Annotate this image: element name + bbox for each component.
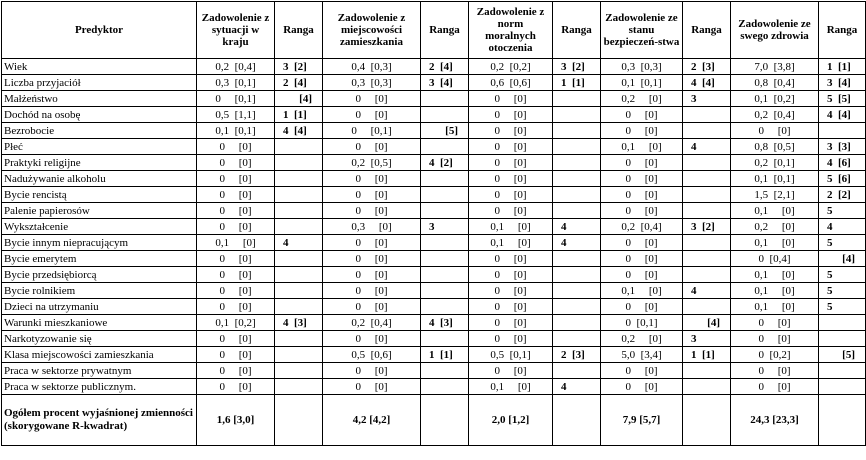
rank-cell: 2 [4]	[421, 59, 469, 75]
value-cell: 0,8 [0,4]	[731, 75, 819, 91]
value-cell: 0 [0]	[323, 363, 421, 379]
rank-cell	[553, 267, 601, 283]
rank-cell: 1 [1]	[819, 59, 866, 75]
rank-cell	[275, 251, 323, 267]
value-cell: 0,1 [0]	[731, 235, 819, 251]
value-cell: 0,2 [0]	[601, 331, 683, 347]
rank-cell: 3 [2]	[683, 219, 731, 235]
value-cell: 0 [0]	[469, 203, 553, 219]
rank-cell	[275, 379, 323, 395]
value-cell: 0,1 [0]	[469, 235, 553, 251]
rank-cell	[275, 267, 323, 283]
value-cell: 7,0 [3,8]	[731, 59, 819, 75]
footer-empty	[275, 395, 323, 446]
value-cell: 0 [0]	[323, 267, 421, 283]
value-cell: 0,1 [0,1]	[601, 75, 683, 91]
rank-cell: 4	[553, 379, 601, 395]
table-row	[2, 347, 866, 363]
rank-cell: 5	[819, 267, 866, 283]
rank-cell: 4 [4]	[275, 123, 323, 139]
value-cell: 0 [0]	[601, 251, 683, 267]
table-row	[2, 139, 866, 155]
rank-cell: 4	[275, 235, 323, 251]
value-cell: 0,5 [0,6]	[323, 347, 421, 363]
table-row	[2, 235, 866, 251]
value-cell: 0 [0]	[731, 123, 819, 139]
footer-row	[2, 395, 866, 446]
rank-cell	[819, 331, 866, 347]
value-cell: 0 [0]	[197, 171, 275, 187]
rank-cell: 4 [6]	[819, 155, 866, 171]
table-row	[2, 219, 866, 235]
value-cell: 0,1 [0,1]	[197, 123, 275, 139]
rank-cell: 3 [2]	[553, 59, 601, 75]
table-body	[2, 59, 866, 395]
value-cell: 0,2 [0]	[601, 91, 683, 107]
value-cell: 0,2 [0,1]	[731, 155, 819, 171]
value-cell: 0 [0]	[469, 267, 553, 283]
value-cell: 0 [0,2]	[731, 347, 819, 363]
value-cell: 0 [0]	[197, 155, 275, 171]
predictor-cell: Warunki mieszkaniowe	[2, 315, 197, 331]
rank-cell: 4 [3]	[421, 315, 469, 331]
value-cell: 0,3 [0,1]	[197, 75, 275, 91]
rank-cell: 3 [4]	[421, 75, 469, 91]
rank-cell	[553, 363, 601, 379]
table-row	[2, 203, 866, 219]
predictor-cell: Dzieci na utrzymaniu	[2, 299, 197, 315]
value-cell: 0 [0]	[601, 203, 683, 219]
predictor-cell: Nadużywanie alkoholu	[2, 171, 197, 187]
rank-cell: 4 [4]	[683, 75, 731, 91]
value-cell: 0,1 [0,2]	[731, 91, 819, 107]
rank-cell	[819, 363, 866, 379]
value-cell: 0 [0]	[469, 155, 553, 171]
rank-cell	[683, 299, 731, 315]
header-col1: Zadowolenie z sytuacji w kraju	[197, 2, 275, 59]
value-cell: 0,5 [1,1]	[197, 107, 275, 123]
value-cell: 0 [0]	[601, 107, 683, 123]
table-row	[2, 107, 866, 123]
value-cell: 0 [0]	[731, 331, 819, 347]
table-row	[2, 331, 866, 347]
regression-table	[1, 1, 866, 446]
value-cell: 0 [0]	[323, 107, 421, 123]
header-col3: Zadowolenie z norm moralnych otoczenia	[469, 2, 553, 59]
value-cell: 0 [0]	[197, 283, 275, 299]
value-cell: 0 [0]	[323, 251, 421, 267]
value-cell: 0 [0]	[323, 139, 421, 155]
predictor-cell: Narkotyzowanie się	[2, 331, 197, 347]
value-cell: 0 [0]	[601, 267, 683, 283]
value-cell: 0 [0,1]	[601, 315, 683, 331]
rank-cell: 4	[683, 139, 731, 155]
value-cell: 0 [0]	[197, 219, 275, 235]
rank-cell	[421, 171, 469, 187]
value-cell: 0 [0,1]	[197, 91, 275, 107]
value-cell: 0,3 [0]	[323, 219, 421, 235]
rank-cell	[819, 315, 866, 331]
rank-cell	[553, 155, 601, 171]
rank-cell	[421, 187, 469, 203]
rank-cell: 1 [1]	[275, 107, 323, 123]
value-cell: 0,2 [0,5]	[323, 155, 421, 171]
value-cell: 0,2 [0,4]	[601, 219, 683, 235]
value-cell: 0 [0]	[469, 91, 553, 107]
header-rank: Ranga	[421, 2, 469, 59]
rank-cell	[421, 203, 469, 219]
predictor-cell: Wiek	[2, 59, 197, 75]
value-cell: 0 [0]	[323, 299, 421, 315]
rank-cell	[275, 331, 323, 347]
value-cell: 0,1 [0]	[731, 203, 819, 219]
rank-cell	[421, 363, 469, 379]
predictor-cell: Liczba przyjaciół	[2, 75, 197, 91]
value-cell: 0 [0]	[469, 107, 553, 123]
rank-cell: 3 [3]	[819, 139, 866, 155]
rank-cell	[683, 187, 731, 203]
value-cell: 0 [0]	[323, 283, 421, 299]
value-cell: 0,1 [0]	[731, 267, 819, 283]
rank-cell	[683, 267, 731, 283]
header-col5: Zadowolenie ze swego zdrowia	[731, 2, 819, 59]
rank-cell: 1 [1]	[553, 75, 601, 91]
value-cell: 0 [0]	[469, 315, 553, 331]
rank-cell	[421, 379, 469, 395]
value-cell: 0 [0]	[323, 331, 421, 347]
value-cell: 0 [0]	[197, 203, 275, 219]
value-cell: 0,1 [0]	[601, 139, 683, 155]
value-cell: 0,1 [0]	[469, 219, 553, 235]
value-cell: 0 [0]	[197, 331, 275, 347]
value-cell: 0,2 [0,4]	[197, 59, 275, 75]
value-cell: 0 [0]	[323, 203, 421, 219]
value-cell: 0 [0]	[601, 187, 683, 203]
predictor-cell: Bycie przedsiębiorcą	[2, 267, 197, 283]
header-rank: Ranga	[553, 2, 601, 59]
table-row	[2, 283, 866, 299]
rank-cell	[683, 123, 731, 139]
value-cell: 0 [0]	[197, 299, 275, 315]
rank-cell	[275, 283, 323, 299]
rank-cell	[275, 187, 323, 203]
table-row	[2, 251, 866, 267]
value-cell: 0,1 [0]	[601, 283, 683, 299]
rank-cell: [4]	[275, 91, 323, 107]
rank-cell: [4]	[819, 251, 866, 267]
value-cell: 0 [0]	[469, 299, 553, 315]
value-cell: 5,0 [3,4]	[601, 347, 683, 363]
rank-cell: 3	[683, 331, 731, 347]
value-cell: 0,1 [0]	[469, 379, 553, 395]
table-row	[2, 363, 866, 379]
rank-cell: 1 [1]	[683, 347, 731, 363]
rank-cell	[275, 219, 323, 235]
rank-cell: 2 [4]	[275, 75, 323, 91]
rank-cell	[683, 171, 731, 187]
value-cell: 0,2 [0,4]	[323, 315, 421, 331]
value-cell: 0 [0]	[469, 171, 553, 187]
rank-cell	[683, 235, 731, 251]
value-cell: 0 [0,1]	[323, 123, 421, 139]
predictor-cell: Praktyki religijne	[2, 155, 197, 171]
rank-cell	[421, 251, 469, 267]
rank-cell: 1 [1]	[421, 347, 469, 363]
table-row	[2, 91, 866, 107]
rank-cell: 4 [3]	[275, 315, 323, 331]
footer-empty	[553, 395, 601, 446]
table-row	[2, 267, 866, 283]
rank-cell: 2 [2]	[819, 187, 866, 203]
rank-cell	[275, 299, 323, 315]
header-row	[2, 2, 866, 59]
rank-cell	[683, 363, 731, 379]
value-cell: 0,3 [0,3]	[601, 59, 683, 75]
value-cell: 0,1 [0,1]	[731, 171, 819, 187]
table-row	[2, 299, 866, 315]
footer-label: Ogółem procent wyjaśnionej zmienności (skorygowane R-kwadrat)	[2, 395, 197, 446]
rank-cell	[683, 379, 731, 395]
rank-cell	[421, 283, 469, 299]
predictor-cell: Klasa miejscowości zamieszkania	[2, 347, 197, 363]
value-cell: 0 [0]	[197, 187, 275, 203]
value-cell: 0 [0]	[469, 283, 553, 299]
value-cell: 0,4 [0,3]	[323, 59, 421, 75]
rank-cell	[421, 299, 469, 315]
rank-cell	[421, 91, 469, 107]
predictor-cell: Bycie emerytem	[2, 251, 197, 267]
rank-cell	[275, 363, 323, 379]
table-row	[2, 75, 866, 91]
value-cell: 0 [0]	[731, 315, 819, 331]
value-cell: 0 [0]	[601, 123, 683, 139]
value-cell: 0,1 [0]	[731, 299, 819, 315]
rank-cell: 5	[819, 299, 866, 315]
value-cell: 0,1 [0]	[731, 283, 819, 299]
rank-cell: [4]	[683, 315, 731, 331]
rank-cell	[421, 139, 469, 155]
table-row	[2, 59, 866, 75]
predictor-cell: Wykształcenie	[2, 219, 197, 235]
rank-cell: 5 [5]	[819, 91, 866, 107]
rank-cell	[553, 315, 601, 331]
value-cell: 0 [0]	[197, 347, 275, 363]
predictor-cell: Małżeństwo	[2, 91, 197, 107]
predictor-cell: Palenie papierosów	[2, 203, 197, 219]
table-row	[2, 187, 866, 203]
rank-cell	[683, 107, 731, 123]
value-cell: 0,2 [0,4]	[731, 107, 819, 123]
predictor-cell: Bycie rencistą	[2, 187, 197, 203]
rank-cell	[553, 283, 601, 299]
rank-cell	[683, 251, 731, 267]
rank-cell	[553, 139, 601, 155]
predictor-cell: Bezrobocie	[2, 123, 197, 139]
rank-cell: 2 [3]	[553, 347, 601, 363]
table-row	[2, 171, 866, 187]
rank-cell	[421, 267, 469, 283]
value-cell: 0 [0]	[601, 171, 683, 187]
value-cell: 0,5 [0,1]	[469, 347, 553, 363]
footer-total-col5: 24,3 [23,3]	[731, 395, 819, 446]
value-cell: 0 [0]	[323, 91, 421, 107]
value-cell: 0 [0]	[731, 379, 819, 395]
value-cell: 0 [0]	[197, 363, 275, 379]
rank-cell	[819, 379, 866, 395]
predictor-cell: Praca w sektorze prywatnym	[2, 363, 197, 379]
rank-cell	[421, 107, 469, 123]
header-rank: Ranga	[819, 2, 866, 59]
value-cell: 0 [0]	[197, 251, 275, 267]
value-cell: 0,1 [0,2]	[197, 315, 275, 331]
value-cell: 0,6 [0,6]	[469, 75, 553, 91]
rank-cell: 4	[553, 219, 601, 235]
value-cell: 0 [0]	[601, 299, 683, 315]
rank-cell	[275, 155, 323, 171]
rank-cell	[553, 91, 601, 107]
value-cell: 0,8 [0,5]	[731, 139, 819, 155]
predictor-cell: Bycie rolnikiem	[2, 283, 197, 299]
rank-cell: [5]	[819, 347, 866, 363]
value-cell: 0 [0]	[323, 171, 421, 187]
value-cell: 0 [0]	[323, 187, 421, 203]
value-cell: 0 [0]	[601, 363, 683, 379]
header-col2: Zadowolenie z miejscowości zamieszkania	[323, 2, 421, 59]
rank-cell: 4	[819, 219, 866, 235]
rank-cell	[819, 123, 866, 139]
rank-cell	[275, 203, 323, 219]
rank-cell: 4	[683, 283, 731, 299]
value-cell: 0 [0]	[731, 363, 819, 379]
value-cell: 1,5 [2,1]	[731, 187, 819, 203]
header-col4: Zadowolenie ze stanu bezpieczeń-stwa	[601, 2, 683, 59]
value-cell: 0 [0]	[197, 379, 275, 395]
value-cell: 0 [0]	[197, 267, 275, 283]
footer-total-col3: 2,0 [1,2]	[469, 395, 553, 446]
rank-cell: 5	[819, 235, 866, 251]
rank-cell	[275, 347, 323, 363]
rank-cell	[553, 299, 601, 315]
rank-cell	[553, 331, 601, 347]
footer-total-col1: 1,6 [3,0]	[197, 395, 275, 446]
footer-empty	[421, 395, 469, 446]
value-cell: 0 [0]	[323, 235, 421, 251]
value-cell: 0 [0]	[469, 363, 553, 379]
rank-cell: [5]	[421, 123, 469, 139]
header-rank: Ranga	[275, 2, 323, 59]
rank-cell	[421, 331, 469, 347]
value-cell: 0 [0]	[469, 187, 553, 203]
footer-total-col4: 7,9 [5,7]	[601, 395, 683, 446]
rank-cell	[553, 187, 601, 203]
table-row	[2, 123, 866, 139]
rank-cell: 4 [4]	[819, 107, 866, 123]
rank-cell	[553, 123, 601, 139]
value-cell: 0,2 [0]	[731, 219, 819, 235]
table-row	[2, 155, 866, 171]
rank-cell	[553, 203, 601, 219]
value-cell: 0 [0]	[469, 139, 553, 155]
rank-cell	[553, 171, 601, 187]
value-cell: 0 [0]	[197, 139, 275, 155]
value-cell: 0 [0]	[601, 155, 683, 171]
rank-cell: 4	[553, 235, 601, 251]
value-cell: 0,1 [0]	[197, 235, 275, 251]
rank-cell: 3	[421, 219, 469, 235]
value-cell: 0 [0]	[601, 235, 683, 251]
rank-cell	[275, 171, 323, 187]
value-cell: 0,2 [0,2]	[469, 59, 553, 75]
predictor-cell: Dochód na osobę	[2, 107, 197, 123]
value-cell: 0 [0]	[601, 379, 683, 395]
rank-cell	[683, 155, 731, 171]
header-predictor: Predyktor	[2, 2, 197, 59]
value-cell: 0 [0]	[469, 251, 553, 267]
rank-cell: 5	[819, 203, 866, 219]
value-cell: 0 [0]	[469, 331, 553, 347]
rank-cell	[275, 139, 323, 155]
table-row	[2, 379, 866, 395]
value-cell: 0 [0]	[469, 123, 553, 139]
value-cell: 0 [0,4]	[731, 251, 819, 267]
rank-cell: 3 [2]	[275, 59, 323, 75]
rank-cell: 3	[683, 91, 731, 107]
rank-cell: 4 [2]	[421, 155, 469, 171]
rank-cell: 2 [3]	[683, 59, 731, 75]
table-row	[2, 315, 866, 331]
rank-cell: 5	[819, 283, 866, 299]
footer-empty	[683, 395, 731, 446]
rank-cell: 5 [6]	[819, 171, 866, 187]
rank-cell	[553, 251, 601, 267]
rank-cell: 3 [4]	[819, 75, 866, 91]
value-cell: 0 [0]	[323, 379, 421, 395]
footer-empty	[819, 395, 866, 446]
predictor-cell: Płeć	[2, 139, 197, 155]
footer-total-col2: 4,2 [4,2]	[323, 395, 421, 446]
predictor-cell: Praca w sektorze publicznym.	[2, 379, 197, 395]
predictor-cell: Bycie innym niepracującym	[2, 235, 197, 251]
value-cell: 0,3 [0,3]	[323, 75, 421, 91]
header-rank: Ranga	[683, 2, 731, 59]
rank-cell	[683, 203, 731, 219]
rank-cell	[553, 107, 601, 123]
rank-cell	[421, 235, 469, 251]
